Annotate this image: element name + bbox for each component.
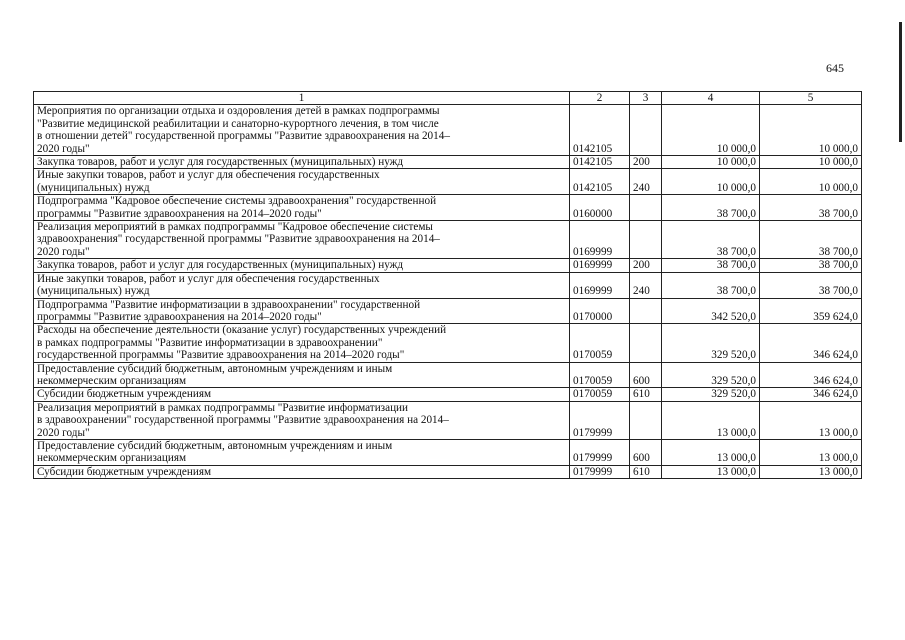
table-row [34,272,862,298]
row-amount-2014: 10 000,0 [662,169,760,195]
table-row [34,362,862,388]
table-row [34,465,862,478]
table-row [34,105,862,156]
row-amount-2015: 10 000,0 [760,105,862,156]
row-expense-type: 200 [630,259,662,272]
table-row [34,324,862,362]
row-name: Подпрограмма "Развитие информатизации в здравоохранении" государственной программы "Развитие здравоохранения на 2014–2020 годы" [34,298,570,324]
row-amount-2015: 10 000,0 [760,169,862,195]
table-row [34,388,862,401]
row-target-code: 0179999 [570,465,630,478]
row-name: Предоставление субсидий бюджетным, автономным учреждениям и иным некоммерческим организациям [34,439,570,465]
row-name: Подпрограмма "Кадровое обеспечение системы здравоохранения" государственной программы "Развитие здравоохранения на 2014–2020 годы" [34,195,570,221]
table-row [34,259,862,272]
row-amount-2014: 38 700,0 [662,259,760,272]
row-amount-2014: 329 520,0 [662,388,760,401]
row-expense-type [630,324,662,362]
row-amount-2014: 38 700,0 [662,221,760,259]
table-row [34,298,862,324]
header-col-5: 5 [760,92,862,105]
row-target-code: 0142105 [570,169,630,195]
table-row [34,195,862,221]
row-expense-type [630,105,662,156]
row-target-code: 0170059 [570,324,630,362]
row-name: Предоставление субсидий бюджетным, автономным учреждениям и иным некоммерческим организациям [34,362,570,388]
row-target-code: 0169999 [570,259,630,272]
row-amount-2014: 342 520,0 [662,298,760,324]
table-row [34,401,862,439]
page-number: 645 [826,61,844,75]
row-target-code: 0170000 [570,298,630,324]
header-col-1: 1 [34,92,570,105]
row-amount-2015: 38 700,0 [760,221,862,259]
row-amount-2014: 10 000,0 [662,156,760,169]
row-amount-2015: 346 624,0 [760,388,862,401]
table-row [34,169,862,195]
row-amount-2015: 13 000,0 [760,439,862,465]
row-expense-type: 240 [630,169,662,195]
row-amount-2014: 10 000,0 [662,105,760,156]
row-amount-2014: 13 000,0 [662,439,760,465]
row-target-code: 0160000 [570,195,630,221]
row-amount-2015: 346 624,0 [760,362,862,388]
row-name: Субсидии бюджетным учреждениям [34,388,570,401]
row-expense-type: 600 [630,439,662,465]
row-name: Расходы на обеспечение деятельности (оказание услуг) государственных учреждений в рамках подпрограммы "Развитие информатизации в здравоохранении" государственной программы "Развитие здравоохранения на 2014–2020 годы" [34,324,570,362]
row-amount-2014: 13 000,0 [662,401,760,439]
row-target-code: 0169999 [570,272,630,298]
table-row [34,439,862,465]
row-amount-2014: 329 520,0 [662,362,760,388]
row-amount-2015: 38 700,0 [760,195,862,221]
row-amount-2014: 38 700,0 [662,272,760,298]
page-edge-mark [899,22,902,142]
row-name: Закупка товаров, работ и услуг для государственных (муниципальных) нужд [34,156,570,169]
row-name: Реализация мероприятий в рамках подпрограммы "Кадровое обеспечение системы здравоохранения" государственной программы "Развитие здравоохранения на 2014– 2020 годы" [34,221,570,259]
row-expense-type: 610 [630,465,662,478]
row-name: Мероприятия по организации отдыха и оздоровления детей в рамках подпрограммы "Развитие медицинской реабилитации и санаторно-курортного лечения, в том числе в отношении детей" государственной программы "Развитие здравоохранения на 2014– 2020 годы" [34,105,570,156]
header-col-4: 4 [662,92,760,105]
row-target-code: 0169999 [570,221,630,259]
row-amount-2015: 10 000,0 [760,156,862,169]
table-header [34,92,862,105]
row-amount-2015: 38 700,0 [760,259,862,272]
row-amount-2015: 13 000,0 [760,401,862,439]
row-target-code: 0142105 [570,105,630,156]
row-name: Закупка товаров, работ и услуг для государственных (муниципальных) нужд [34,259,570,272]
row-expense-type: 610 [630,388,662,401]
row-expense-type [630,401,662,439]
header-col-3: 3 [630,92,662,105]
row-expense-type: 200 [630,156,662,169]
row-target-code: 0142105 [570,156,630,169]
row-expense-type [630,195,662,221]
row-name: Реализация мероприятий в рамках подпрограммы "Развитие информатизации в здравоохранении" государственной программы "Развитие здравоохранения на 2014– 2020 годы" [34,401,570,439]
row-target-code: 0179999 [570,439,630,465]
row-amount-2015: 359 624,0 [760,298,862,324]
row-target-code: 0170059 [570,362,630,388]
row-amount-2015: 13 000,0 [760,465,862,478]
header-col-2: 2 [570,92,630,105]
row-expense-type [630,298,662,324]
row-name: Иные закупки товаров, работ и услуг для обеспечения государственных (муниципальных) нужд [34,272,570,298]
row-target-code: 0179999 [570,401,630,439]
budget-table [33,91,862,479]
row-expense-type [630,221,662,259]
table-row [34,156,862,169]
row-amount-2015: 346 624,0 [760,324,862,362]
header-row [34,92,862,105]
row-expense-type: 240 [630,272,662,298]
row-target-code: 0170059 [570,388,630,401]
row-amount-2014: 38 700,0 [662,195,760,221]
table-row [34,221,862,259]
row-name: Субсидии бюджетным учреждениям [34,465,570,478]
row-expense-type: 600 [630,362,662,388]
row-amount-2014: 329 520,0 [662,324,760,362]
row-amount-2014: 13 000,0 [662,465,760,478]
table-body [34,105,862,479]
row-name: Иные закупки товаров, работ и услуг для обеспечения государственных (муниципальных) нужд [34,169,570,195]
row-amount-2015: 38 700,0 [760,272,862,298]
